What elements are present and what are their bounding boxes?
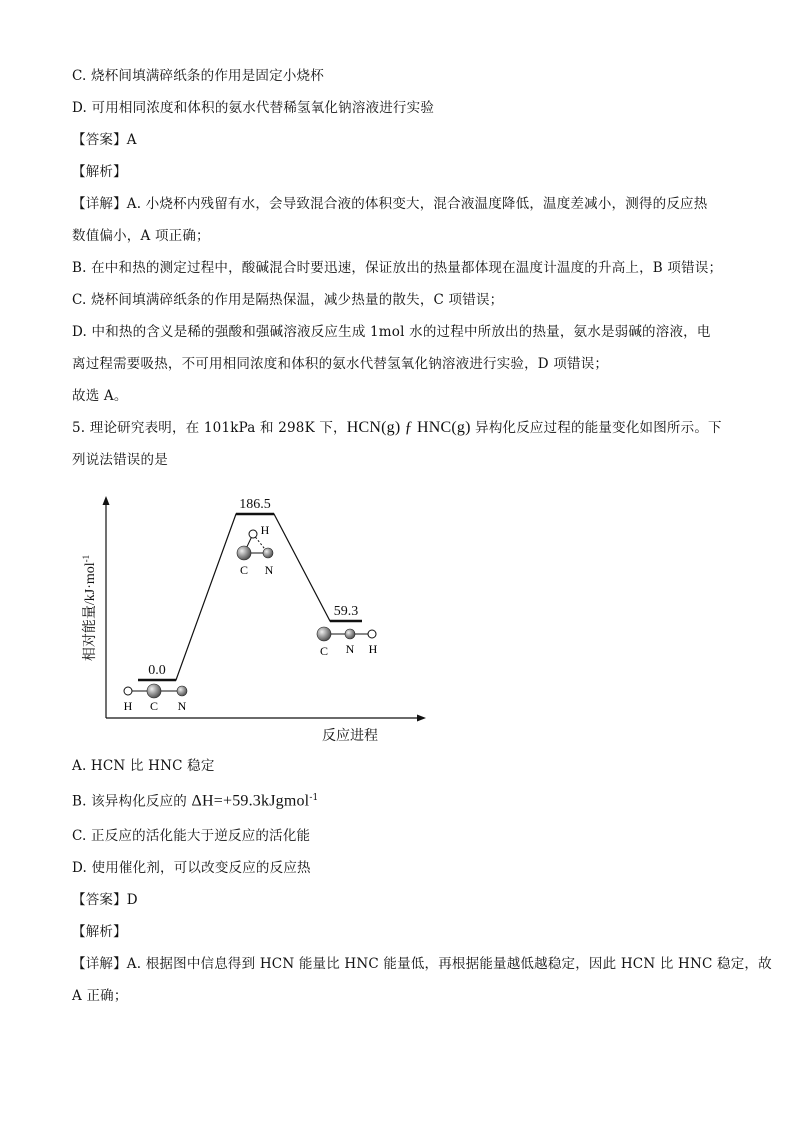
detail-a-line2: 数值偏小，A 项正确； (72, 228, 210, 244)
detail-d-line1: D. 中和热的含义是稀的强酸和强碱溶液反应生成 1mol 水的过程中所放出的热量，氨水是弱碱的溶液，电 (72, 324, 711, 340)
svg-text:H: H (368, 642, 378, 656)
detail-a-line1: 【详解】A. 小烧杯内残留有水，会导致混合液的体积变大，混合液温度降低，温度差减小，测得的反应热 (72, 196, 708, 212)
option-b-equation: ΔH=+59.3kJgmol (191, 792, 310, 810)
option-c: C. 正反应的活化能大于逆反应的活化能 (72, 828, 311, 844)
conclusion-prev: 故选 A。 (72, 388, 128, 404)
q5-equation: HCN(g) ƒ HNC(g) (346, 419, 471, 436)
analysis-heading: 【解析】 (72, 924, 127, 940)
q5-text-b: 异构化反应过程的能量变化如图所示。下 (470, 420, 722, 436)
detail-q5-a-line1: 【详解】A. 根据图中信息得到 HCN 能量比 HNC 能量低，再根据能量越低越稳定，因此 HCN 比 HNC 稳定，故 (72, 956, 772, 972)
q5-text-a: 5. 理论研究表明，在 101kPa 和 298K 下， (72, 420, 347, 436)
option-c-prev: C. 烧杯间填满碎纸条的作用是固定小烧杯 (72, 68, 324, 84)
detail-b: B. 在中和热的测定过程中，酸碱混合时要迅速，保证放出的热量都体现在温度计温度的升高上，B 项错误； (72, 260, 723, 276)
option-b-sup: -1 (309, 793, 319, 803)
answer-prev: 【答案】A (72, 132, 137, 148)
y-axis-label: 相对能量/kJ·mol$^{-1}$ (81, 554, 98, 662)
question-5-stem (72, 418, 722, 438)
option-a: A. HCN 比 HNC 稳定 (72, 758, 215, 774)
svg-text:C: C (319, 644, 329, 658)
question-5-stem-cont: 列说法错误的是 (72, 452, 168, 468)
x-axis-arrow (417, 715, 426, 722)
analysis-heading-prev: 【解析】 (72, 164, 127, 180)
level-value-product: 59.3 (333, 604, 359, 619)
svg-text:C: C (239, 563, 249, 577)
detail-q5-a-line2: A 正确； (72, 988, 128, 1004)
option-d-prev: D. 可用相同浓度和体积的氨水代替稀氢氧化钠溶液进行实验 (72, 100, 435, 116)
molecule-transition (237, 523, 274, 577)
y-axis-arrow (103, 496, 110, 505)
detail-c: C. 烧杯间填满碎纸条的作用是隔热保温，减少热量的散失，C 项错误； (72, 292, 504, 308)
svg-text:H: H (260, 523, 270, 537)
level-value-reactant: 0.0 (148, 663, 166, 678)
level-value-transition: 186.5 (239, 497, 271, 512)
molecule-hnc (317, 627, 378, 658)
molecule-hcn (124, 684, 187, 713)
option-b (72, 788, 318, 812)
x-axis-label: 反应进程 (322, 729, 378, 744)
option-b-text: B. 该异构化反应的 (72, 793, 192, 810)
energy-path (138, 514, 362, 680)
svg-text:N: N (177, 699, 187, 713)
option-d: D. 使用催化剂，可以改变反应的反应热 (72, 860, 311, 876)
svg-text:H: H (123, 699, 133, 713)
energy-diagram (60, 488, 440, 750)
svg-text:N: N (345, 642, 355, 656)
detail-d-line2: 离过程需要吸热，不可用相同浓度和体积的氨水代替氢氧化钠溶液进行实验，D 项错误； (72, 356, 609, 372)
answer: 【答案】D (72, 892, 138, 908)
svg-text:N: N (264, 563, 274, 577)
svg-text:C: C (149, 699, 159, 713)
